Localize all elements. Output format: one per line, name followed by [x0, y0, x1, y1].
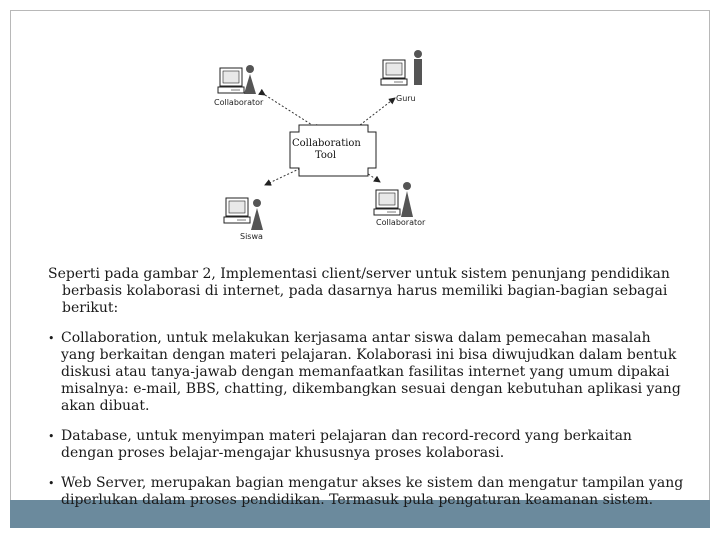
label-collaborator-bottom: Collaborator: [376, 218, 426, 227]
computer-icon: [224, 198, 250, 223]
person-icon: [401, 182, 413, 217]
bullet-text: Collaboration, untuk melakukan kerjasama antar siswa dalam pemecahan masalah yang berkaitan dengan materi pelajaran. Kolaborasi ini bisa diwujudkan dalam bentuk diskusi atau tanya-jawab dengan memanfaatkan fasilitas internet yang umum dipakai misalnya: e-mail, BBS, chatting, dikembangkan sesuai dengan kebutuhan aplikasi yang akan dibuat.: [61, 330, 681, 414]
collaboration-tool-box: [286, 125, 378, 176]
bullet-dot: •: [48, 430, 55, 443]
label-siswa: Siswa: [240, 232, 263, 240]
bullet-dot: •: [48, 477, 55, 490]
bullet-database: [48, 428, 688, 462]
computer-icon: [218, 68, 244, 93]
computer-icon: [381, 60, 407, 85]
bullet-text: Database, untuk menyimpan materi pelajaran dan record-record yang berkaitan dengan proses belajar-mengajar khususnya proses kolaborasi.: [61, 428, 632, 461]
bullet-collaboration: [48, 330, 688, 415]
collaborator-bottom-node: [374, 182, 426, 227]
bullet-dot: •: [48, 332, 55, 345]
bullet-text: Web Server, merupakan bagian mengatur akses ke sistem dan mengatur tampilan yang diperlukan dalam proses pendidikan. Termasuk pula pengaturan keamanan sistem.: [61, 475, 684, 508]
tool-label-line2: Tool: [315, 150, 337, 161]
guru-node: [381, 50, 422, 103]
tool-label-line1: Collaboration: [292, 138, 361, 149]
label-collaborator-top: Collaborator: [214, 98, 264, 107]
computer-icon: [374, 190, 400, 215]
arrow-guru: [360, 98, 395, 125]
slide-body: [48, 266, 688, 509]
collaboration-diagram: [200, 40, 440, 240]
siswa-node: [224, 198, 263, 240]
label-guru: Guru: [396, 94, 416, 103]
person-icon: [251, 199, 263, 230]
intro-paragraph: Seperti pada gambar 2, Implementasi client/server untuk sistem penunjang pendidikan berbasis kolaborasi di internet, pada dasarnya harus memiliki bagian-bagian sebagai berikut:: [48, 266, 670, 316]
person-icon: [244, 65, 256, 94]
person-icon: [414, 50, 422, 85]
bullet-web-server: [48, 475, 688, 509]
collaborator-top-node: [214, 65, 264, 107]
